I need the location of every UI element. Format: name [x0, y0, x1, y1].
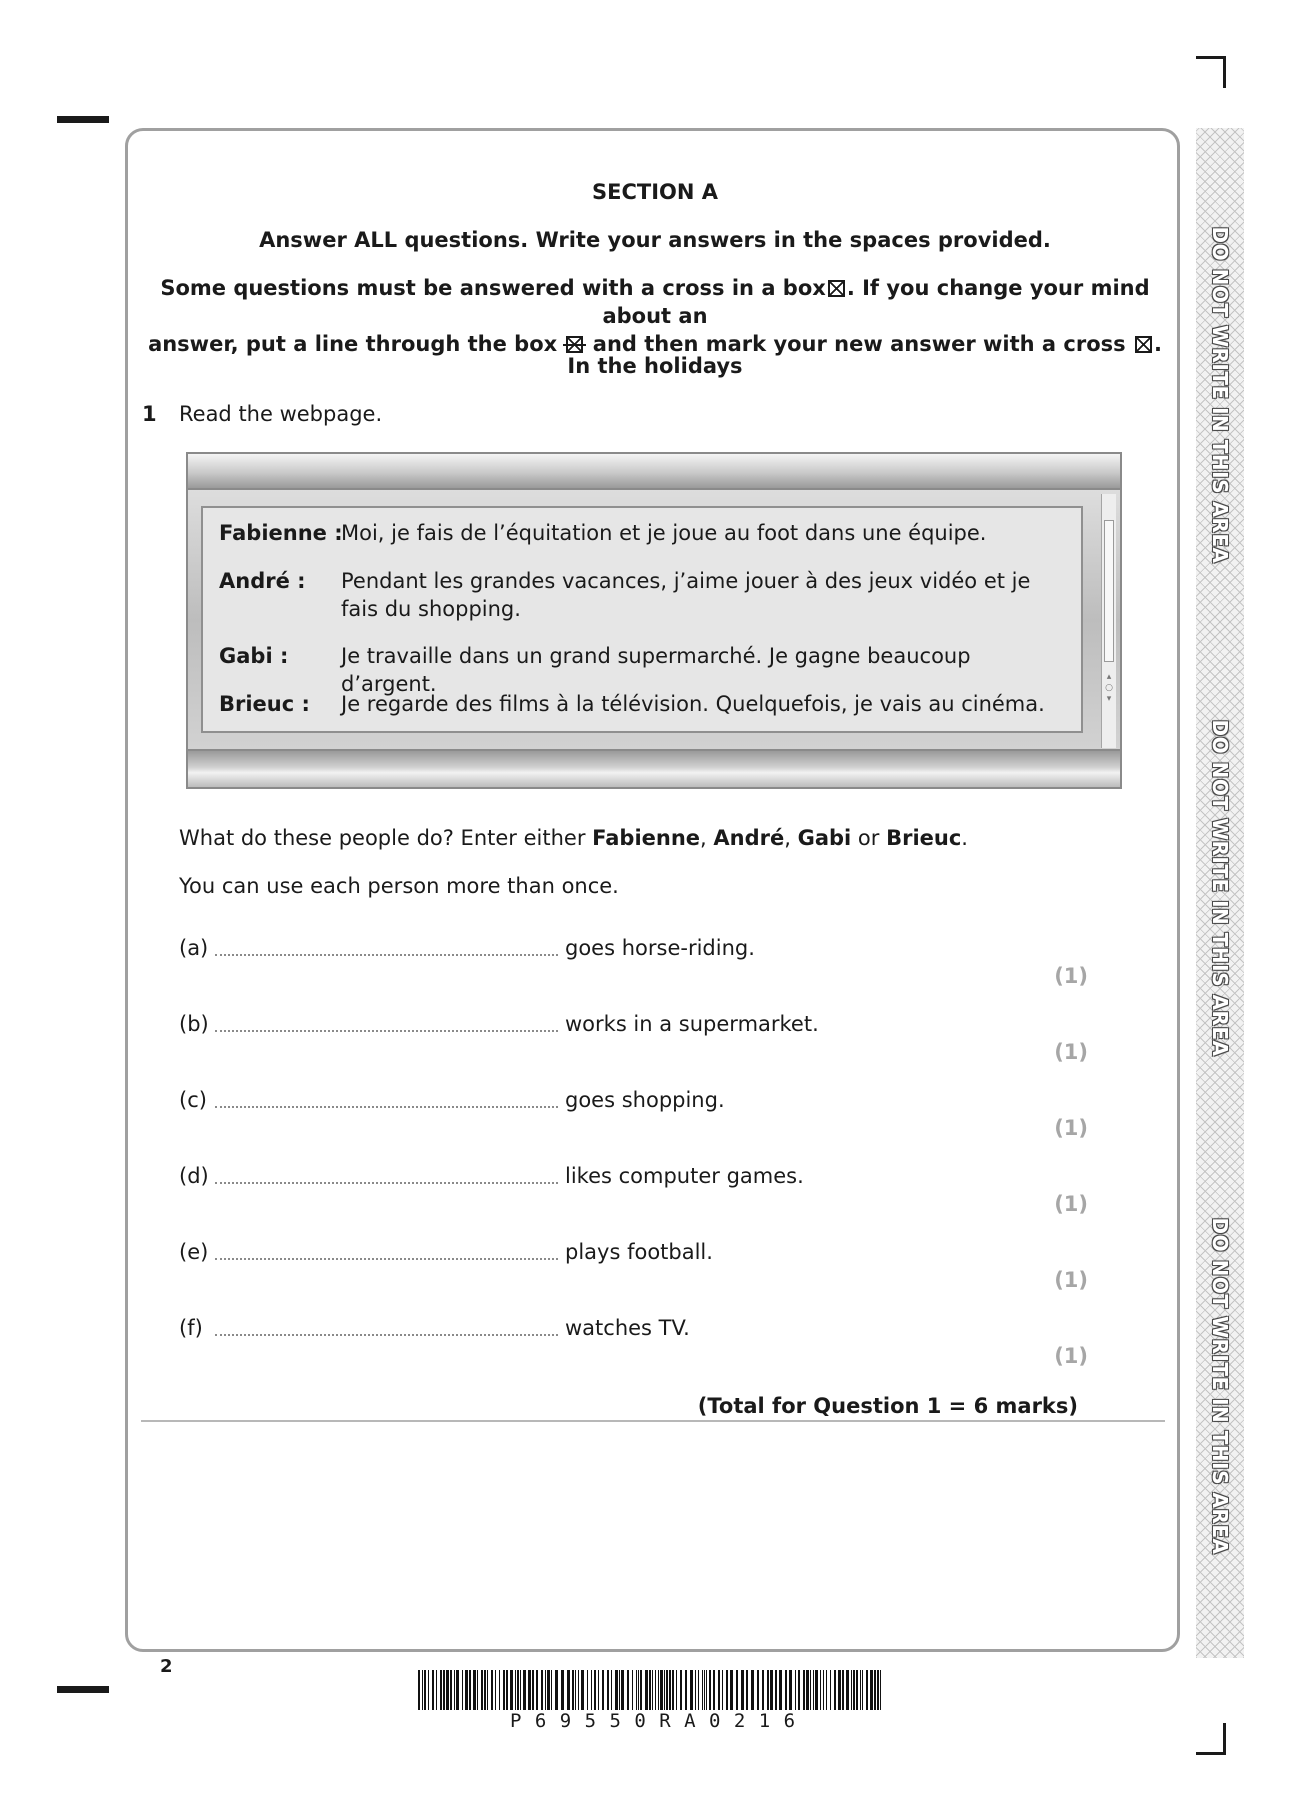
option-brieuc: Brieuc [886, 826, 962, 850]
topic-title: In the holidays [567, 354, 743, 378]
task-intro: What do these people do? Enter either [179, 826, 593, 850]
answer-item-d [179, 1162, 1079, 1190]
instruction-text: answer, put a line through the box [148, 332, 558, 356]
option-gabi: Gabi [797, 826, 852, 850]
barcode [418, 1670, 888, 1710]
webpage-window [186, 452, 1122, 789]
crop-mark [1223, 1723, 1226, 1755]
page-number: 2 [160, 1656, 173, 1677]
item-label: (b) [179, 1012, 209, 1036]
answer-item-a [179, 934, 1079, 962]
scroll-arrows-icon: ▴ ○ ▾ [1105, 672, 1113, 704]
entry-name: Fabienne : [219, 521, 343, 545]
item-text: goes shopping. [565, 1088, 725, 1112]
question-number: 1 [142, 402, 157, 426]
item-label: (e) [179, 1240, 209, 1264]
entry-name: Brieuc : [219, 692, 310, 716]
item-mark: (1) [1054, 1268, 1088, 1292]
instruction-text: and then mark your new answer with a cross [592, 332, 1126, 356]
answer-item-c [179, 1086, 1079, 1114]
item-text: watches TV. [565, 1316, 690, 1340]
instruction-line-1: Answer ALL questions. Write your answers in the spaces provided. [259, 228, 1051, 252]
option-andre: André [713, 826, 785, 850]
struck-box-icon [566, 336, 583, 353]
crop-mark [1196, 1752, 1226, 1755]
answer-item-f [179, 1314, 1079, 1342]
separator: . [961, 826, 968, 850]
browser-top-bar [188, 454, 1120, 490]
item-mark: (1) [1054, 1116, 1088, 1140]
item-label: (c) [179, 1088, 207, 1112]
instruction-line-2 [140, 274, 1170, 358]
answer-field[interactable] [215, 1182, 558, 1184]
answer-item-b [179, 1010, 1079, 1038]
item-label: (a) [179, 936, 209, 960]
item-text: likes computer games. [565, 1164, 804, 1188]
section-title: SECTION A [591, 180, 718, 204]
task-note: You can use each person more than once. [179, 874, 619, 898]
crop-mark [1196, 56, 1226, 59]
crop-mark [57, 116, 109, 123]
scrollbar-thumb[interactable] [1104, 520, 1114, 662]
crop-mark [1223, 56, 1226, 88]
question-prompt: Read the webpage. [179, 402, 383, 426]
entry-text: Moi, je fais de l’équitation et je joue au foot dans une équipe. [341, 521, 987, 545]
scrollbar[interactable] [1101, 494, 1116, 748]
instruction-text: . If you change your mind about an [602, 276, 1150, 328]
instruction-text: Some questions must be answered with a cross in a box [160, 276, 826, 300]
item-mark: (1) [1054, 1040, 1088, 1064]
instruction-text: . [1153, 332, 1162, 356]
question-total: (Total for Question 1 = 6 marks) [697, 1394, 1078, 1418]
entry-text: Je regarde des films à la télévision. Quelquefois, je vais au cinéma. [341, 692, 1045, 716]
separator: or [851, 826, 887, 850]
item-label: (d) [179, 1164, 209, 1188]
section-divider [141, 1420, 1165, 1422]
answer-field[interactable] [215, 1106, 558, 1108]
entry-text: Pendant les grandes vacances, j’aime jouer à des jeux vidéo et je fais du shopping. [341, 569, 1031, 621]
item-text: works in a supermarket. [565, 1012, 819, 1036]
answer-item-e [179, 1238, 1079, 1266]
entry-name: André : [219, 569, 306, 593]
item-label: (f) [179, 1316, 203, 1340]
item-mark: (1) [1054, 1344, 1088, 1368]
crop-mark [57, 1686, 109, 1693]
answer-field[interactable] [215, 954, 558, 956]
item-mark: (1) [1054, 1192, 1088, 1216]
crossed-box-icon [828, 280, 845, 297]
separator: , [784, 826, 798, 850]
entry-text: Je travaille dans un grand supermarché. Je gagne beaucoup d’argent. [341, 644, 971, 696]
item-text: goes horse-riding. [565, 936, 755, 960]
answer-field[interactable] [215, 1334, 558, 1336]
item-text: plays football. [565, 1240, 713, 1264]
answer-field[interactable] [215, 1258, 558, 1260]
task-instruction [179, 824, 968, 852]
crossed-box-icon [1135, 336, 1152, 353]
browser-bottom-bar [188, 749, 1120, 787]
entry-name: Gabi : [219, 644, 289, 668]
barcode-text: P 6 9 5 5 0 R A 0 2 1 6 [509, 1710, 797, 1732]
item-mark: (1) [1054, 964, 1088, 988]
option-fabienne: Fabienne [592, 826, 701, 850]
answer-field[interactable] [215, 1030, 558, 1032]
separator: , [700, 826, 714, 850]
webpage-content [201, 506, 1083, 733]
